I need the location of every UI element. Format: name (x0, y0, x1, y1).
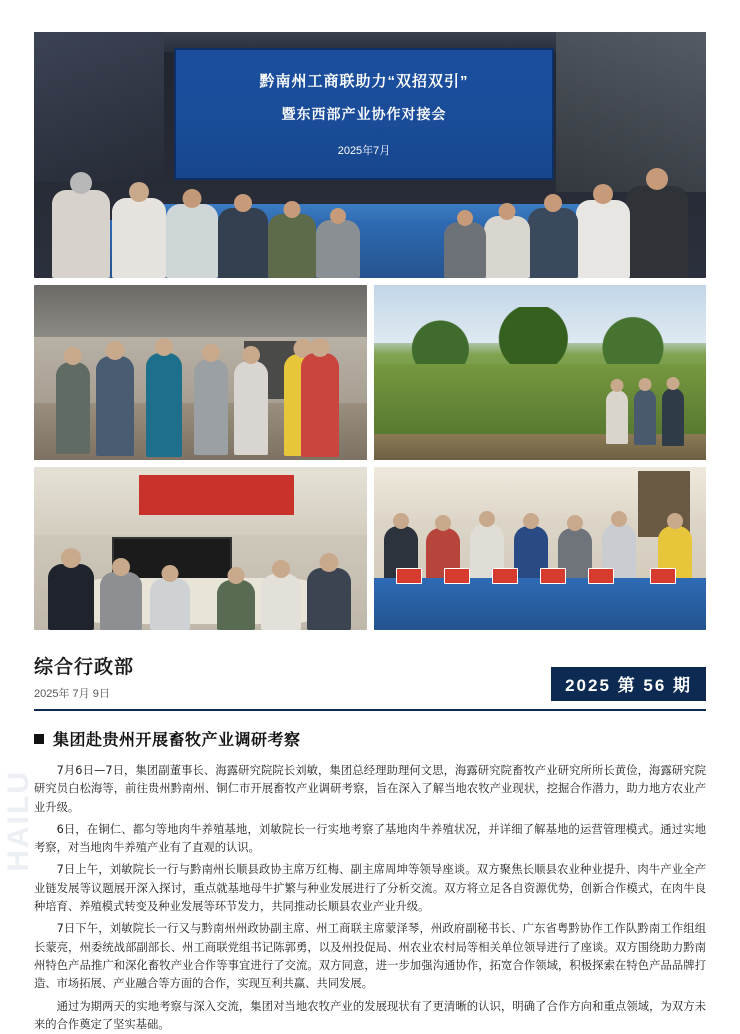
issue-badge: 2025 第 56 期 (551, 667, 706, 701)
screen-line-2: 暨东西部产业协作对接会 (281, 106, 447, 122)
field-planting-photo (374, 285, 707, 460)
article-title: 集团赴贵州开展畜牧产业调研考察 (53, 732, 301, 749)
projection-screen (174, 48, 554, 180)
article-title-row (34, 727, 706, 750)
roundtable-meeting-photo (34, 467, 367, 630)
warehouse-visit-photo (34, 285, 367, 460)
long-table-meeting-photo (374, 467, 707, 630)
department-name: 综合行政部 (34, 657, 135, 678)
publish-date: 2025年 7月 9日 (34, 688, 110, 700)
conference-projection-photo (34, 32, 706, 278)
article-paragraph: 7日下午，刘敏院长一行又与黔南州州政协副主席、州工商联主席蒙泽琴，州政府副秘书长、广东省粤黔协作工作队黔南工作组组长蒙亮，州委统战部副部长、州工商联党组书记陈郭勇，以及州投促局、州农业农村局等相关单位领导进行了座谈。双方围绕助力黔南州特色产品推广和深化畜牧产业合作等事宜进行了交流。双方同意，进一步加强沟通协作，拓宽合作领域，积极探索在特色产品品牌打造、市场拓展、产业融合等方面的合作，实现互利共赢、共同发展。 (34, 922, 706, 991)
screen-line-1: 黔南州工商联助力“双招双引” (259, 73, 469, 90)
article-paragraph: 7月6日—7日，集团副董事长、海露研究院院长刘敏，集团总经理助理何文思，海露研究院畜牧产业研究所所长黄俭，海露研究院研究员白松海等，前往贵州黔南州、铜仁市开展畜牧产业调研考察，旨在深入了解当地农牧产业现状，挖掘合作潜力，助力地方农业产业升级。 (34, 764, 706, 814)
article-paragraph: 7日上午，刘敏院长一行与黔南州长顺县政协主席万红梅、副主席周坤等领导座谈。双方聚焦长顺县农业种业提升、肉牛产业全产业链发展等议题展开深入探讨，重点就基地母牛扩繁与种业发展进行了分析交流。双方将立足各自资源优势，创新合作模式，在肉牛良种培育、养殖模式转变及种业发展等环节发力，共同推动长顺县农业产业升级。 (34, 863, 706, 914)
department-block (34, 652, 134, 701)
article-paragraph: 6日，在铜仁、都匀等地肉牛养殖基地，刘敏院长一行实地考察了基地肉牛养殖状况，并详细了解基地的运营管理模式。通过实地考察，对当地肉牛养殖产业有了直观的认识。 (34, 822, 706, 855)
photo-grid (34, 32, 706, 630)
masthead (34, 652, 706, 701)
header-divider (34, 709, 706, 711)
article-body (34, 762, 706, 1034)
square-bullet-icon (34, 734, 44, 744)
screen-line-3: 2025年7月 (337, 145, 391, 157)
watermark-text: HAILU (2, 770, 35, 872)
article-paragraph: 通过为期两天的实地考察与深入交流，集团对当地农牧产业的发展现状有了更清晰的认识，明确了合作方向和重点领域，为双方未来的合作奠定了坚实基础。 (34, 999, 706, 1031)
